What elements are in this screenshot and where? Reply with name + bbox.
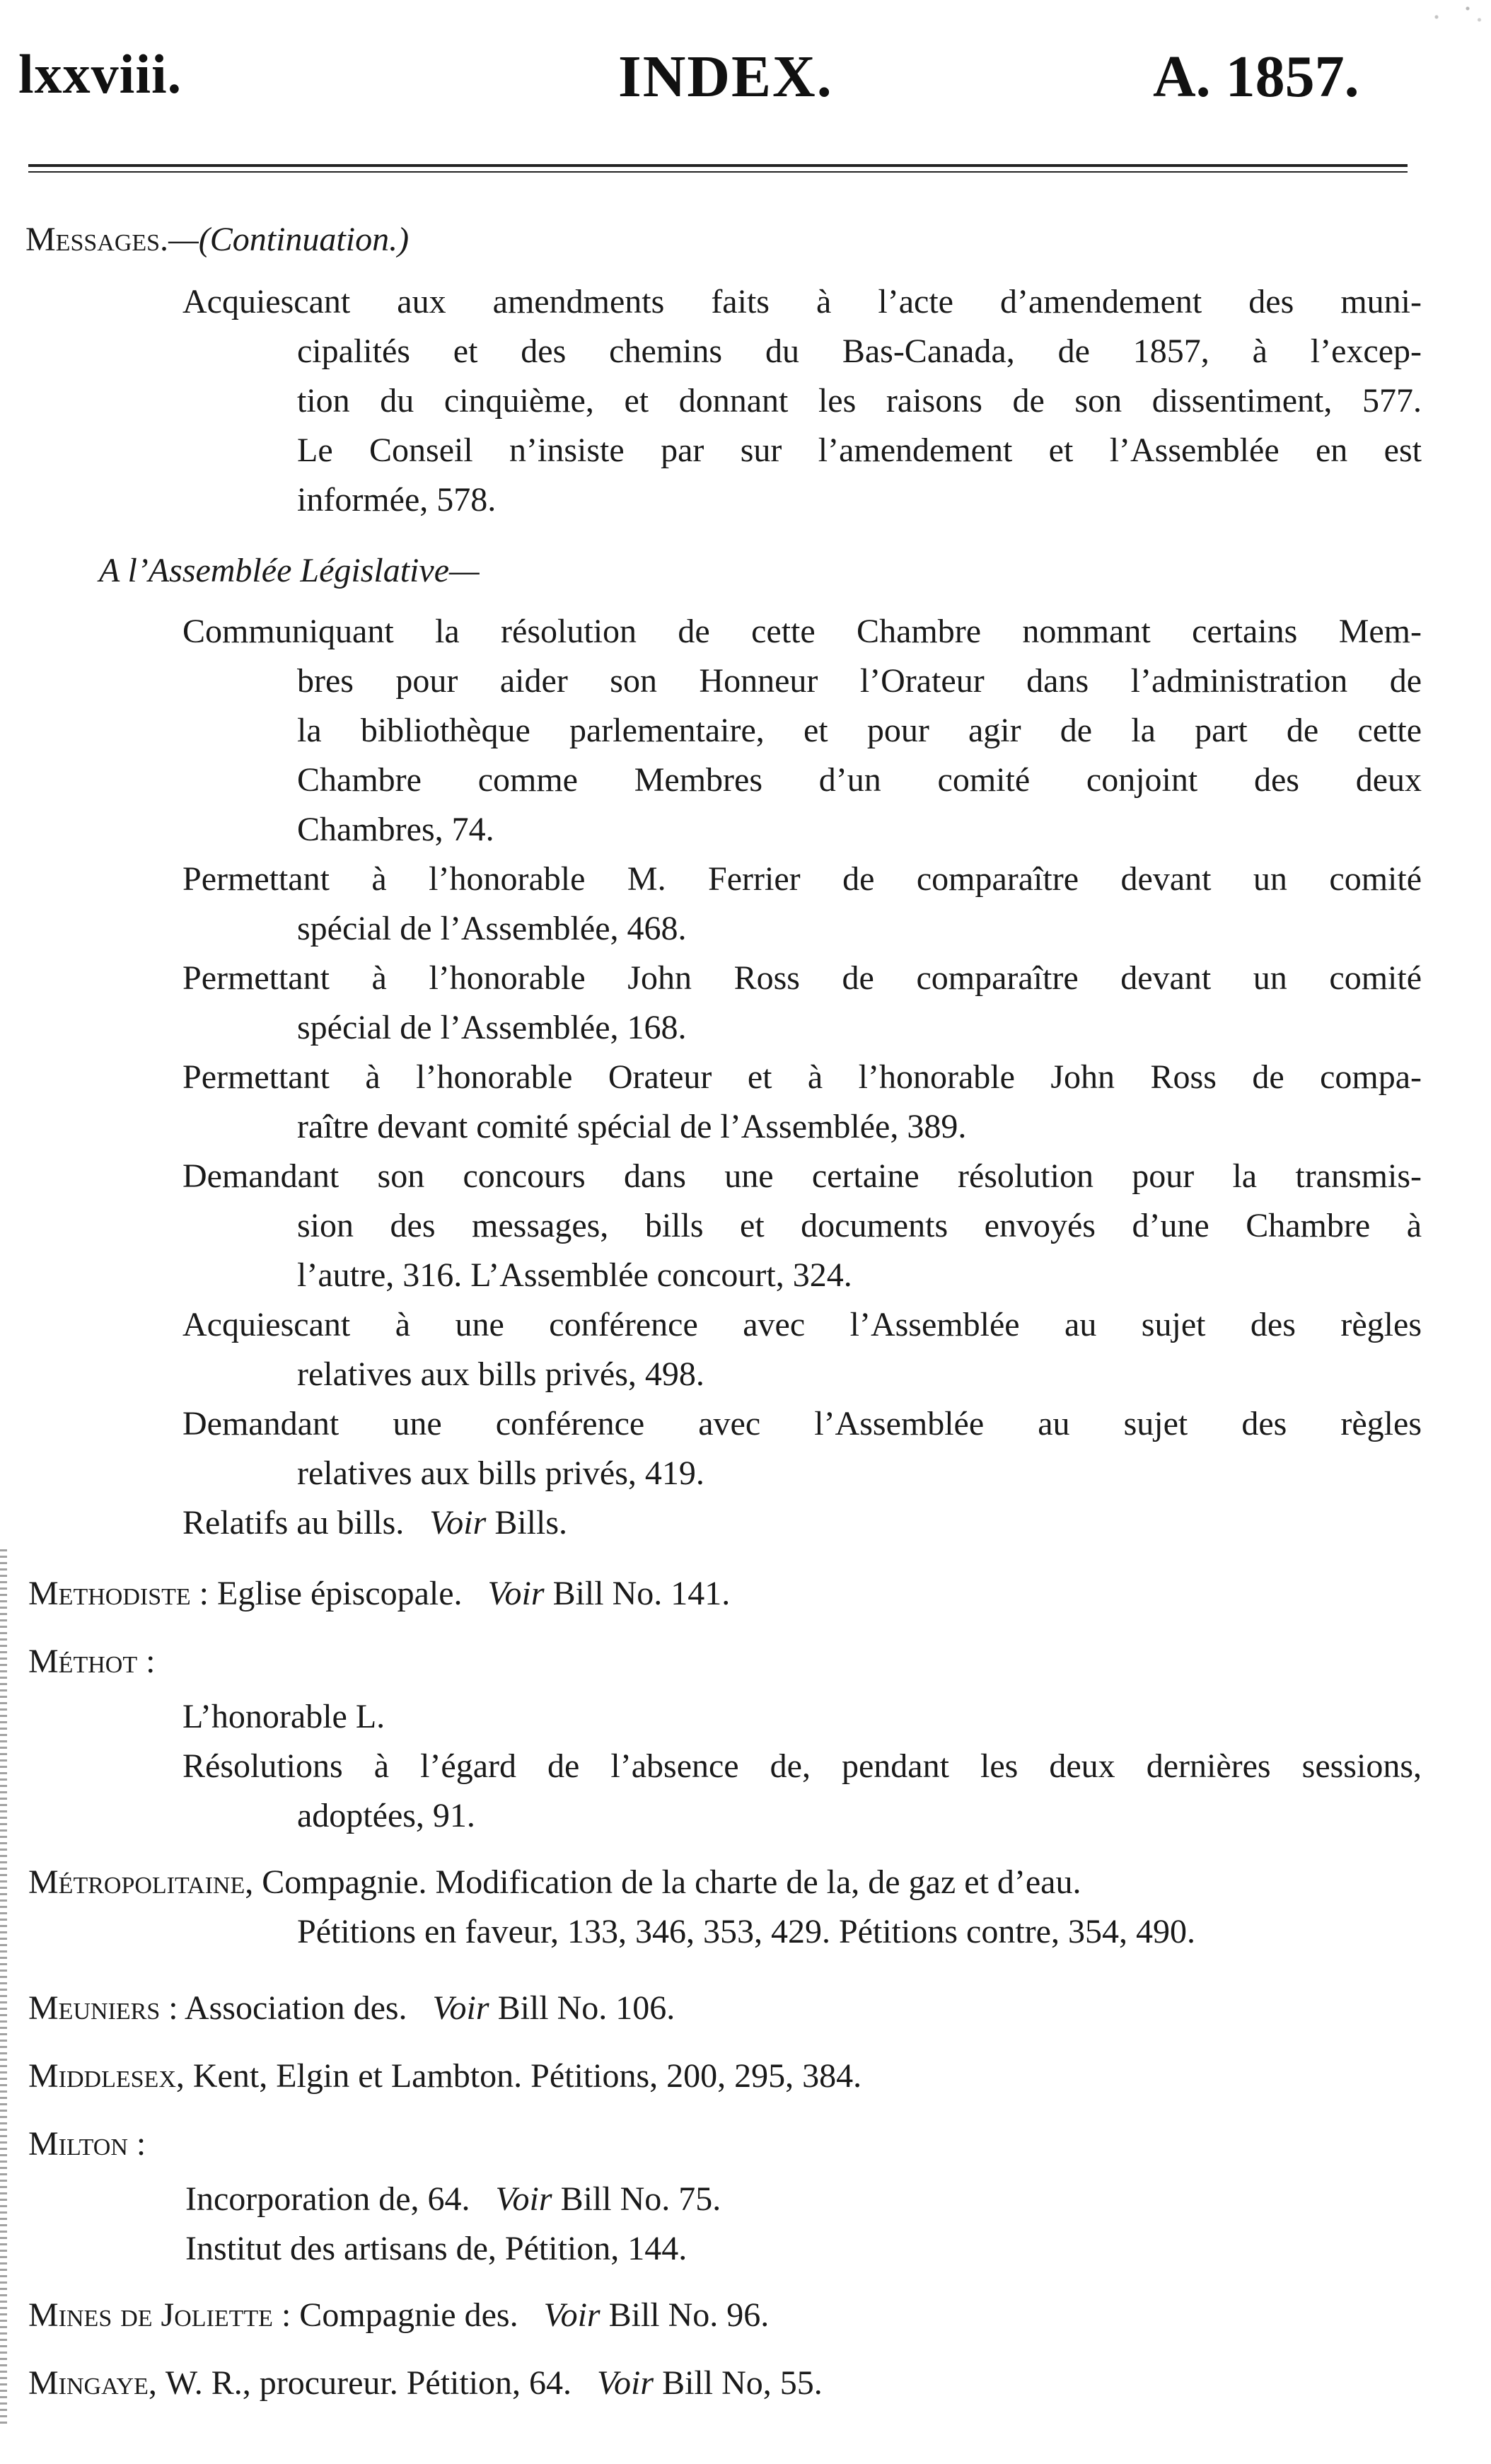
entry-head: Métropolitaine, <box>28 1863 254 1901</box>
entry-messages-heading <box>25 215 409 265</box>
entry-line: relatives aux bills privés, 419. <box>297 1454 704 1492</box>
page-year: A. 1857. <box>1153 44 1359 110</box>
entry-text: Relatifs au bills. <box>182 1504 405 1542</box>
voir-label: Voir <box>543 2296 601 2334</box>
entry-colon: : <box>146 1643 156 1680</box>
entry-head: Methodiste <box>28 1575 191 1612</box>
entry-line: Demandant une conférence avec l’Assemblée au sujet des règles <box>182 1405 1422 1442</box>
entry-line: Chambres, 74. <box>297 811 494 848</box>
entry-line: sion des messages, bills et documents envoyés d’une Chambre à <box>297 1207 1422 1244</box>
voir-label: Voir <box>429 1504 487 1542</box>
entry-line: informée, 578. <box>297 481 497 519</box>
entry-metropolitaine <box>28 1858 1081 1907</box>
entry-line: Demandant son concours dans une certaine résolution pour la transmis- <box>182 1157 1422 1195</box>
entry-head: Middlesex, <box>28 2057 185 2095</box>
entry-text: Bill No, 55. <box>662 2364 823 2402</box>
paper-speckle <box>1413 0 1491 28</box>
entry-text: : Compagnie des. <box>281 2296 518 2334</box>
entry-line: bres pour aider son Honneur l’Orateur dans l’administration de <box>297 662 1422 700</box>
entry-text: Bill No. 106. <box>497 1989 675 2027</box>
entry-line-incorporation <box>185 2175 721 2224</box>
entry-middlesex <box>28 2052 861 2101</box>
entry-text: : Eglise épiscopale. <box>199 1575 463 1612</box>
entry-line: relatives aux bills privés, 498. <box>297 1355 704 1393</box>
entry-line: spécial de l’Assemblée, 168. <box>297 1009 687 1046</box>
page-edge-shadow <box>0 1549 7 2427</box>
entry-line: Institut des artisans de, Pétition, 144. <box>185 2230 688 2267</box>
voir-label: Voir <box>597 2364 654 2402</box>
entry-line: spécial de l’Assemblée, 468. <box>297 910 687 947</box>
entry-head: Mingaye, <box>28 2364 157 2402</box>
entry-mines <box>28 2291 769 2340</box>
page-title: INDEX. <box>618 44 833 110</box>
entry-head: Mines de Joliette <box>28 2296 273 2334</box>
entry-mingaye <box>28 2359 823 2408</box>
entry-text: W. R., procureur. Pétition, 64. <box>165 2364 572 2402</box>
entry-text: Bill No. 75. <box>560 2180 721 2218</box>
entry-line: Le Conseil n’insiste par sur l’amendement et l’Assemblée en est <box>297 432 1422 469</box>
entry-methot <box>28 1637 155 1687</box>
entry-head: Milton <box>28 2125 128 2163</box>
entry-text: : Association des. <box>168 1989 407 2027</box>
entry-line-relatifs <box>182 1498 567 1548</box>
entry-line: l’autre, 316. L’Assemblée concourt, 324. <box>297 1256 852 1294</box>
voir-label: Voir <box>487 1575 545 1612</box>
entry-text: Compagnie. Modification de la charte de la, de gaz et d’eau. <box>262 1863 1081 1901</box>
entry-text: Bills. <box>494 1504 568 1542</box>
entry-line: raître devant comité spécial de l’Assemblée, 389. <box>297 1108 967 1145</box>
entry-milton <box>28 2119 146 2169</box>
entry-line: Permettant à l’honorable M. Ferrier de comparaître devant un comité <box>182 860 1422 898</box>
entry-line: Permettant à l’honorable John Ross de comparaître devant un comité <box>182 959 1422 997</box>
entry-line: Acquiescant aux amendments faits à l’acte d’amendement des muni- <box>182 283 1422 320</box>
entry-line: la bibliothèque parlementaire, et pour agir de la part de cette <box>297 712 1422 749</box>
voir-label: Voir <box>495 2180 552 2218</box>
entry-line: Communiquant la résolution de cette Chambre nommant certains Mem- <box>182 613 1422 650</box>
entry-meuniers <box>28 1984 675 2033</box>
entry-line: adoptées, 91. <box>297 1797 475 1834</box>
entry-text: Bill No. 96. <box>608 2296 770 2334</box>
entry-line: L’honorable L. <box>182 1698 385 1735</box>
voir-label: Voir <box>432 1989 489 2027</box>
entry-line: Acquiescant à une conférence avec l’Assemblée au sujet des règles <box>182 1306 1422 1343</box>
entry-head: Messages. <box>25 221 169 258</box>
entry-line: Permettant à l’honorable Orateur et à l’honorable John Ross de compa- <box>182 1058 1422 1096</box>
entry-line: Chambre comme Membres d’un comité conjoint des deux <box>297 761 1422 799</box>
header-rule-thin <box>28 171 1408 173</box>
entry-continuation: —(Continuation.) <box>168 221 410 258</box>
entry-methodiste <box>28 1569 730 1619</box>
page-number: lxxviii. <box>18 43 182 105</box>
subheading-assemblee: A l’Assemblée Législative— <box>99 552 480 589</box>
header-rule-thick <box>28 164 1408 167</box>
entry-line: tion du cinquième, et donnant les raisons de son dissentiment, 577. <box>297 382 1422 420</box>
entry-colon: : <box>136 2125 146 2163</box>
entry-text: Kent, Elgin et Lambton. Pétitions, 200, 295, 384. <box>192 2057 862 2095</box>
entry-line: cipalités et des chemins du Bas-Canada, de 1857, à l’excep- <box>297 332 1422 370</box>
entry-line: Pétitions en faveur, 133, 346, 353, 429. Pétitions contre, 354, 490. <box>297 1913 1195 1950</box>
entry-head: Méthot <box>28 1643 138 1680</box>
entry-text: Incorporation de, 64. <box>185 2180 470 2218</box>
entry-line: Résolutions à l’égard de l’absence de, pendant les deux dernières sessions, <box>182 1747 1422 1785</box>
entry-text: Bill No. 141. <box>552 1575 731 1612</box>
entry-head: Meuniers <box>28 1989 161 2027</box>
